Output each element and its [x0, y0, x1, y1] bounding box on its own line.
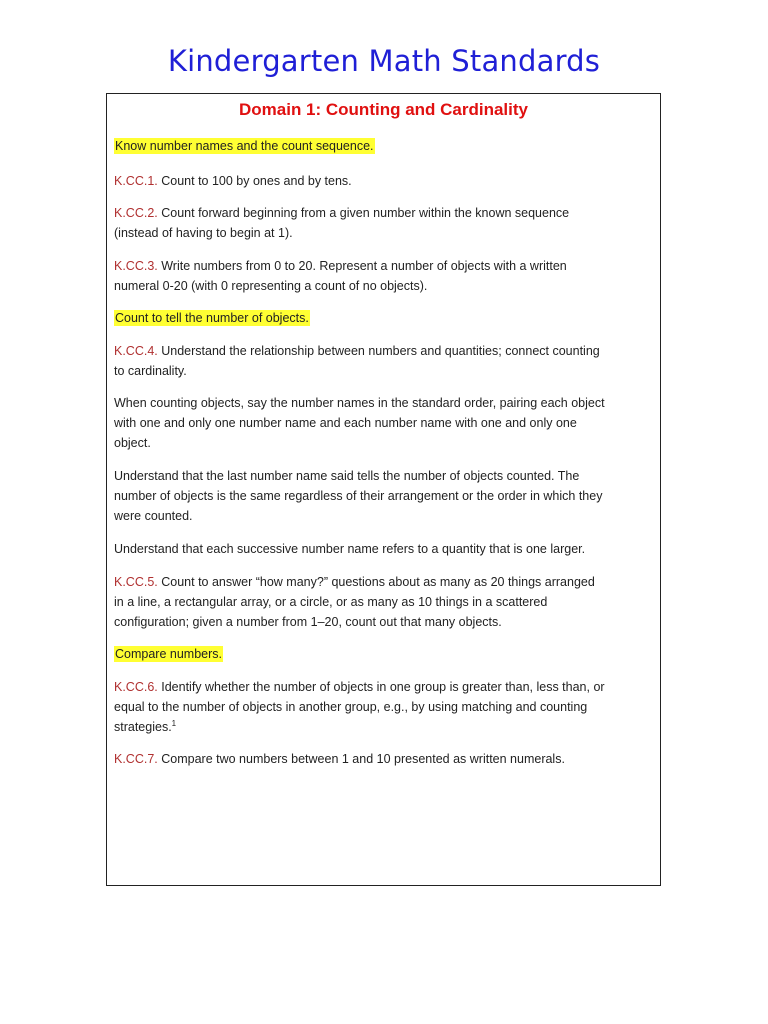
- standard-text: Count to answer “how many?” questions about as many as 20 things arranged: [157, 575, 595, 589]
- standard-code: K.CC.2.: [114, 206, 158, 220]
- cluster-heading-text: Compare numbers.: [115, 647, 222, 661]
- standard-kcc4-a: [114, 393, 658, 453]
- cluster-heading-compare: [114, 644, 658, 664]
- standard-text: with one and only one number name and each number name with one and only one: [114, 416, 577, 430]
- domain-title: Domain 1: Counting and Cardinality: [238, 100, 528, 119]
- footnote-marker: 1: [171, 718, 177, 728]
- cluster-heading-count-sequence: [114, 136, 658, 156]
- standard-text: Understand that the last number name said tells the number of objects counted. The: [114, 469, 580, 483]
- standard-kcc3: [114, 256, 658, 296]
- page-title: Kindergarten Math Standards: [167, 44, 601, 78]
- standard-kcc4-b: [114, 466, 658, 526]
- standard-text: (instead of having to begin at 1).: [114, 226, 293, 240]
- cluster-heading-count-objects: [114, 308, 658, 328]
- standard-text: were counted.: [114, 509, 193, 523]
- standard-kcc7: [114, 749, 658, 769]
- standard-text: number of objects is the same regardless of their arrangement or the order in which they: [114, 489, 603, 503]
- standard-text: Understand the relationship between numbers and quantities; connect counting: [157, 344, 600, 358]
- standard-text: Identify whether the number of objects in one group is greater than, less than, or: [157, 680, 605, 694]
- standard-text: strategies.: [114, 720, 172, 734]
- standard-text: object.: [114, 436, 151, 450]
- standard-text: When counting objects, say the number names in the standard order, pairing each object: [114, 396, 605, 410]
- standard-text: numeral 0-20 (with 0 representing a count of no objects).: [114, 279, 428, 293]
- standard-kcc4-c: [114, 539, 658, 559]
- standard-code: K.CC.1.: [114, 174, 158, 188]
- standard-text: Write numbers from 0 to 20. Represent a number of objects with a written: [157, 259, 567, 273]
- standard-text: Count to 100 by ones and by tens.: [157, 174, 352, 188]
- standard-code: K.CC.3.: [114, 259, 158, 273]
- standard-code: K.CC.7.: [114, 752, 158, 766]
- standard-text: Compare two numbers between 1 and 10 presented as written numerals.: [157, 752, 565, 766]
- cluster-heading-text: Count to tell the number of objects.: [115, 311, 309, 325]
- standard-code: K.CC.4.: [114, 344, 158, 358]
- standards-box: [106, 93, 661, 886]
- standard-text: in a line, a rectangular array, or a circle, or as many as 10 things in a scattered: [114, 595, 548, 609]
- standard-kcc1: [114, 171, 658, 191]
- standard-text: Understand that each successive number name refers to a quantity that is one larger.: [114, 542, 586, 556]
- standard-kcc6: [114, 677, 658, 737]
- standard-text: Count forward beginning from a given number within the known sequence: [157, 206, 570, 220]
- standard-code: K.CC.6.: [114, 680, 158, 694]
- standard-kcc4: [114, 341, 658, 381]
- standard-kcc2: [114, 203, 658, 243]
- standard-text: equal to the number of objects in another group, e.g., by using matching and counting: [114, 700, 588, 714]
- standard-text: to cardinality.: [114, 364, 187, 378]
- cluster-heading-text: Know number names and the count sequence.: [115, 139, 374, 153]
- standard-code: K.CC.5.: [114, 575, 158, 589]
- standard-text: configuration; given a number from 1–20, count out that many objects.: [114, 615, 502, 629]
- standard-kcc5: [114, 572, 658, 632]
